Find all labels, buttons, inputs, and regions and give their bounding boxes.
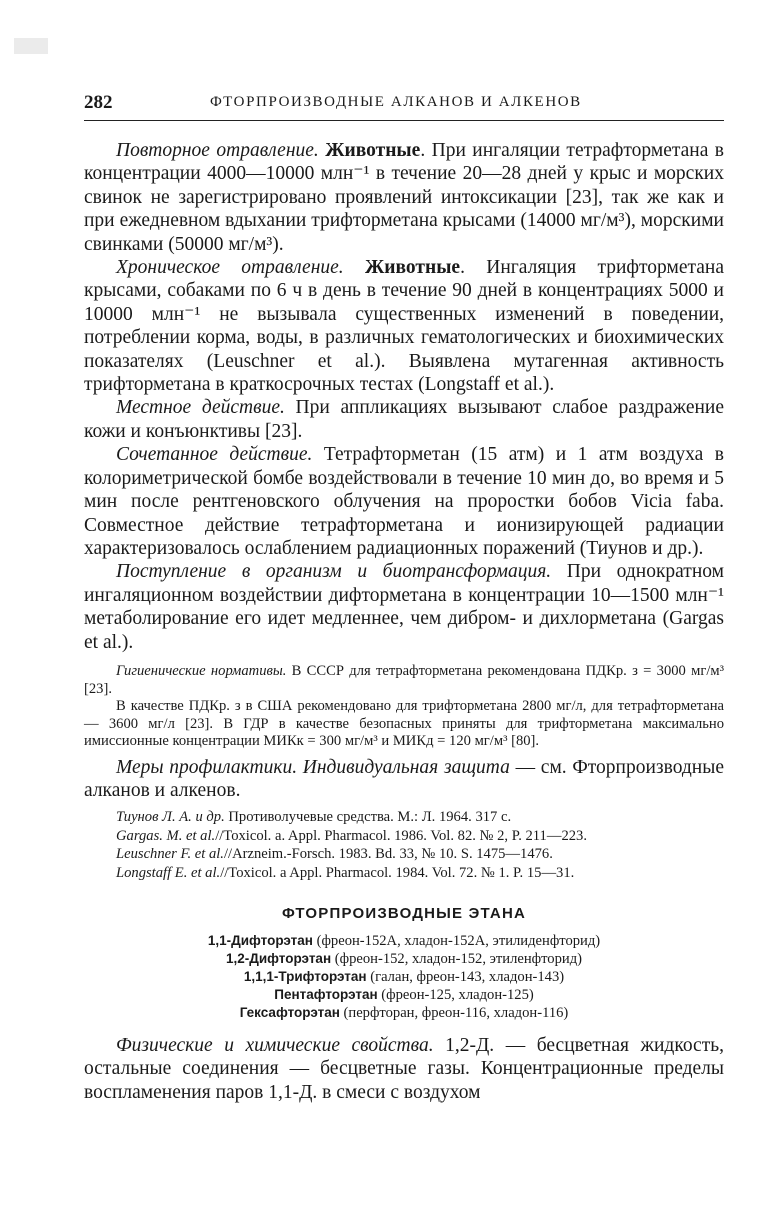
paragraph-subject: Животные: [325, 140, 421, 161]
paragraph-heading: Повторное отравление.: [116, 140, 319, 161]
paragraph-repeated-poisoning: [84, 139, 724, 256]
reference-authors: Gargas. M. et al.: [116, 827, 216, 844]
paragraph-chronic-poisoning: [84, 256, 724, 396]
reference-item: [84, 864, 724, 883]
compound-name: 1,2-Дифторэтан: [225, 950, 332, 966]
paragraph-heading: Физические и химические свойства.: [116, 1034, 434, 1056]
reference-source: //Toxicol. a. Appl. Pharmacol. 1986. Vol. 82. № 2, P. 211—223.: [215, 827, 587, 844]
compound-item: [84, 1004, 724, 1022]
prevention-heading: Меры профилактики. Индивидуальная защита: [116, 756, 510, 778]
paragraph-biotransformation: [84, 560, 724, 654]
compound-item: [84, 932, 724, 950]
page-header: [84, 92, 724, 121]
hygiene-heading: Гигиенические нормативы.: [116, 662, 287, 679]
compound-synonyms: (фреон-152А, хладон-152А, этилиденфторид): [312, 932, 601, 949]
hygiene-text: В СССР для тетрафторметана рекомендована ПДКр. з = 3000 мг/м³ [23].: [84, 662, 725, 697]
page-number: 282: [84, 92, 113, 113]
reference-authors: Longstaff E. et al.: [116, 865, 221, 882]
paragraph-heading: Хроническое отравление.: [116, 257, 344, 279]
paragraph-heading: Поступление в организм и биотрансформация.: [116, 561, 552, 583]
paragraph-text: При однократном ингаляционном воздействии дифторметана в концентрации 10—1500 млн⁻¹ метаболирование его идет медленнее, чем дибром- и дихлорметана (Gargas et al.).: [84, 561, 724, 653]
compound-item: [84, 986, 724, 1004]
compound-list: [84, 932, 724, 1022]
compound-synonyms: (фреон-152, хладон-152, этиленфторид): [331, 950, 582, 967]
paragraph-text: . Ингаляция трифторметана крысами, собаками по 6 ч в день в течение 90 дней в концентрациях 5000 и 10000 млн⁻¹ не вызывала существенных изменений в поведении, потреблении корма, воды, в различных гематологических и биохимических показателях (Leuschner et al.). Выявлена мутагенная активность трифторметана в краткосрочных тестах (Longstaff et al.).: [84, 257, 725, 396]
compound-synonyms: (фреон-125, хладон-125): [377, 986, 534, 1003]
compound-item: [84, 968, 724, 986]
prevention-text: — см. Фторпроизводные алканов и алкенов.: [84, 756, 724, 802]
compound-item: [84, 950, 724, 968]
hygiene-paragraph-2: В качестве ПДКр. з в США рекомендовано для трифторметана 2800 мг/л, для тетрафторметана — 3600 мг/л [23]. В ГДР в качестве безопасных приняты для трифторметана максимально имиссионные концентрации МИКк = 300 мг/м³ и МИКд = 120 мг/м³ [80].: [84, 698, 724, 750]
scan-mark: [14, 38, 48, 54]
paragraph-text: При аппликациях вызывают слабое раздражение кожи и конъюнктивы [23].: [84, 397, 725, 442]
compound-name: Пентафторэтан: [274, 986, 378, 1002]
paragraph-text: Тетрафторметан (15 атм) и 1 атм воздуха в колориметрической бомбе воздействовали в течение 10 мин до, во время и 5 мин после рентгеновского облучения на проростки бобов Vicia faba. Совместное действие тетрафторметана и ионизирующей радиации характеризовалось ослаблением радиационных поражений (Тиунов и др.).: [84, 444, 724, 559]
reference-item: [84, 827, 724, 846]
document-page: [84, 92, 724, 1104]
reference-source: Противолучевые средства. М.: Л. 1964. 317 с.: [224, 808, 512, 825]
reference-item: [84, 808, 724, 827]
paragraph-combined-action: [84, 443, 724, 560]
reference-source: //Arzneim.-Forsch. 1983. Bd. 33, № 10. S. 1475—1476.: [223, 846, 553, 863]
compound-synonyms: (перфторан, фреон-116, хладон-116): [339, 1004, 569, 1021]
paragraph-text: 1,2-Д. — бесцветная жидкость, остальные соединения — бесцветные газы. Концентрационные пределы воспламенения паров 1,1-Д. в смеси с воздухом: [84, 1034, 724, 1103]
paragraph-local-action: [84, 396, 724, 443]
reference-authors: Leuschner F. et al.: [116, 846, 224, 863]
section-heading: ФТОРПРОИЗВОДНЫЕ ЭТАНА: [281, 904, 527, 922]
paragraph-prevention: [84, 756, 724, 803]
compound-name: Гексафторэтан: [239, 1004, 340, 1020]
reference-source: //Toxicol. a Appl. Pharmacol. 1984. Vol. 72. № 1. P. 15—31.: [220, 865, 575, 882]
reference-item: [84, 845, 724, 864]
paragraph-text: . При ингаляции тетрафторметана в концентрации 4000—10000 млн⁻¹ в течение 20—28 дней у крыс и морских свинок не зарегистрировано проявлений интоксикации [23], так же как и при ежедневном вдыхании трифторметана крысами (14000 мг/м³), морскими свинками (50000 мг/м³).: [84, 140, 724, 255]
reference-list: [84, 808, 724, 883]
main-text: [84, 139, 724, 1104]
paragraph-subject: Животные: [364, 257, 461, 279]
paragraph-heading: Сочетанное действие.: [116, 444, 313, 466]
compound-name: 1,1-Дифторэтан: [207, 932, 313, 948]
hygiene-standards: [84, 663, 724, 751]
paragraph-properties: [84, 1034, 724, 1104]
reference-authors: Тиунов Л. А. и др.: [116, 808, 225, 825]
compound-synonyms: (галан, фреон-143, хладон-143): [366, 968, 565, 985]
paragraph-heading: Местное действие.: [116, 397, 285, 419]
compound-name: 1,1,1-Трифторэтан: [243, 968, 367, 984]
hygiene-paragraph: [84, 663, 724, 698]
running-title: ФТОРПРОИЗВОДНЫЕ АЛКАНОВ И АЛКЕНОВ: [210, 94, 582, 110]
